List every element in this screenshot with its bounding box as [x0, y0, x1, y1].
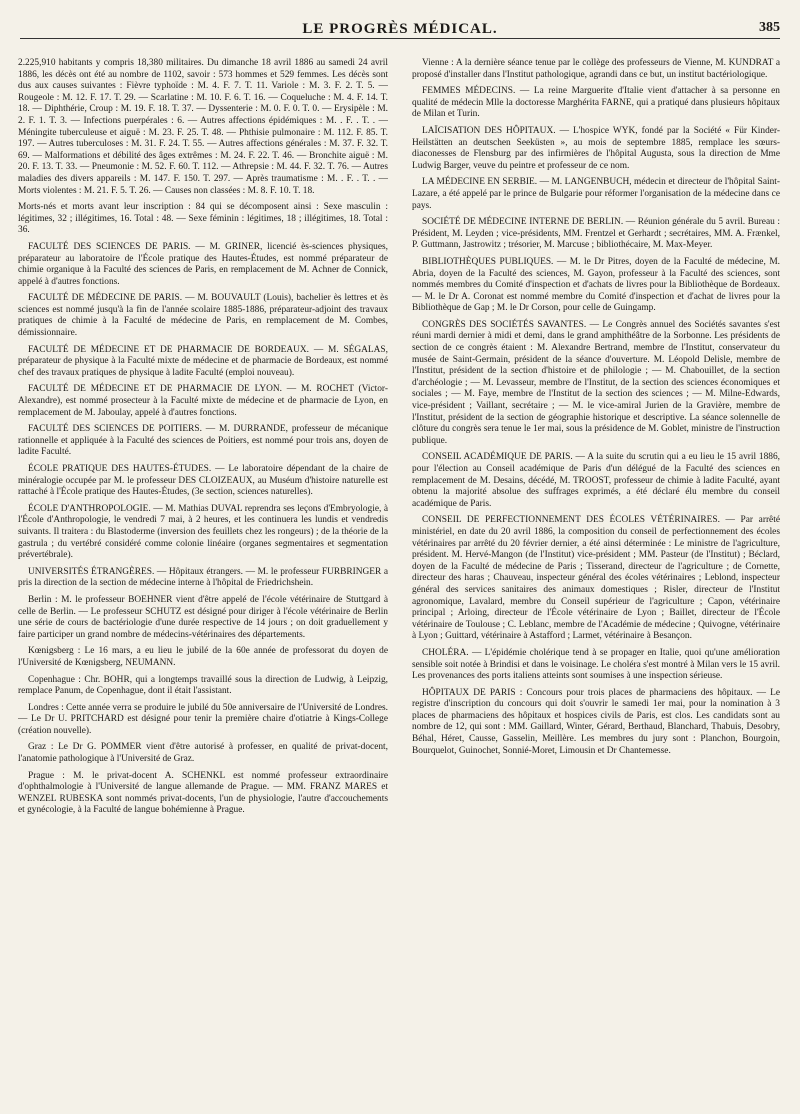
- article-paragraph: Vienne : A la dernière séance tenue par le collège des professeurs de Vienne, M. KUNDRAT a proposé d'installer dans l'Institut pathologique, agrandi dans ce but, un institut bactériologique.: [412, 58, 780, 80]
- article-paragraph: ÉCOLE PRATIQUE DES HAUTES-ÉTUDES. — Le laboratoire dépendant de la chaire de minéralogie occupée par M. le professeur DES CLOIZEAUX, au Muséum d'histoire naturelle est rattaché à l'École pratique des Hautes-Études, (3e section, sciences naturelles).: [18, 464, 388, 498]
- journal-title: LE PROGRÈS MÉDICAL.: [302, 21, 498, 37]
- article-paragraph: BIBLIOTHÈQUES PUBLIQUES. — M. le Dr Pitres, doyen de la Faculté de médecine, M. Abria, doyen de la Faculté des sciences, M. Gayon, professeur à la Faculté des sciences, sont nommés membres du Comité d'inspection et d'achats de livres pour la Bibliothèque de Bordeaux. — M. le Dr A. Coronat est nommé membre du Comité d'inspection et d'achat de livres pour la Bibliothèque de Gap ; M. le Dr Corson, pour celle de Guingamp.: [412, 256, 780, 314]
- article-paragraph: Kœnigsberg : Le 16 mars, a eu lieu le jubilé de la 60e année de professorat du doyen de l'Université de Kœnigsberg, NEUMANN.: [18, 646, 388, 668]
- article-paragraph: Prague : M. le privat-docent A. SCHENKL est nommé professeur extraordinaire d'ophthalmologie à l'Université de langue allemande de Prague. — MM. FRANZ MARES et WENZEL RUBESKA sont nommés privat-docents, l'un de physiologie, l'autre d'accouchements et gynécologie, à la Faculté de langue bohémienne à Prague.: [18, 770, 388, 816]
- article-paragraph: FACULTÉ DE MÉDECINE DE PARIS. — M. BOUVAULT (Louis), bachelier ès lettres et ès sciences est nommé jusqu'à la fin de l'année scolaire 1885-1886, préparateur-adjoint des travaux pratiques de chimie à la Faculté de médecine de Paris, en remplacement de M. Combes, démissionnaire.: [18, 293, 388, 339]
- article-paragraph: Copenhague : Chr. BOHR, qui a longtemps travaillé sous la direction de Ludwig, à Leipzig, remplace Panum, de Copenhague, dont il était l'assistant.: [18, 674, 388, 697]
- right-column: [412, 58, 780, 1100]
- article-paragraph: Graz : Le Dr G. POMMER vient d'être autorisé à professer, en qualité de privat-docent, l'anatomie pathologique à l'Université de Graz.: [18, 742, 388, 765]
- left-column: [18, 58, 388, 1100]
- article-paragraph: HÔPITAUX DE PARIS : Concours pour trois places de pharmaciens des hôpitaux. — Le registre d'inscription du concours qui doit s'ouvrir le samedi 1er mai, pour la nomination à 3 places de pharmaciens des hôpitaux et hospices civils de Paris, est clos. Les candidats sont au nombre de 12, qui sont : MM. Gaillard, Winter, Gérard, Berthaud, Blanchard, Thabuis, Desobry, Béhal, Héret, Causse, Gasselin, Meillère. Les membres du jury sont : Planchon, Bourgoin, Bourquelot, Guinochet, Sonnié-Moret, Limousin et Dr Chantemesse.: [412, 687, 780, 756]
- article-paragraph: Londres : Cette année verra se produire le jubilé du 50e anniversaire de l'Université de Londres. — Le Dr U. PRITCHARD est désigné pour tenir la première chaire d'otiatrie à Kings-College (création nouvelle).: [18, 702, 388, 736]
- article-paragraph: LAÏCISATION DES HÔPITAUX. — L'hospice WYK, fondé par la Société « Für Kinder-Heilstätten an deutschen Seeküsten », au mois de septembre 1885, remplace les sœurs-diaconesses de Flensburg par des infirmières de l'hôpital Augusta, sous la direction de Mme Ludwig Barger, veuve du peintre et professeur de ce nom.: [412, 125, 780, 171]
- article-paragraph: CONSEIL DE PERFECTIONNEMENT DES ÉCOLES VÉTÉRINAIRES. — Par arrêté ministériel, en date du 20 avril 1886, la composition du conseil de perfectionnement des écoles vétérinaires par arrêté du 20 février dernier, a été ainsi déterminée : Le ministre de l'agriculture, président. M. Hervé-Mangon (de l'Institut) vice-président ; MM. Pasteur (de l'Institut) ; Béclard, doyen de la Faculté de médecine de Paris ; Tisserand, directeur de l'agriculture ; de Cornette, directeur des haras ; Chauveau, inspecteur général des écoles vétérinaires ; Leblond, inspecteur général des services sanitaires des animaux domestiques ; Risler, directeur de l'Institut agronomique, Lavalard, membre du Conseil supérieur de l'agriculture ; Capon, vétérinaire principal ; Arloing, directeur de l'École vétérinaire de Lyon ; Baillet, directeur de l'École vétérinaire de Toulouse ; C. Leblanc, membre de l'Académie de médecine ; Quivogne, vétérinaire à Lyon ; Guittard, vétérinaire à Astafford ; Larmet, vétérinaire à Besançon.: [412, 515, 780, 642]
- article-paragraph: CONSEIL ACADÉMIQUE DE PARIS. — A la suite du scrutin qui a eu lieu le 15 avril 1886, pour l'élection au Conseil académique de Paris d'un délégué de la Faculté des sciences en remplacement de M. Desains, décédé, M. TROOST, professeur de chimie à ladite Faculté, ayant obtenu la majorité absolue des suffrages exprimés, a été déclaré élu membre du conseil académique de Paris.: [412, 452, 780, 509]
- article-paragraph: Morts-nés et morts avant leur inscription : 84 qui se décomposent ainsi : Sexe masculin : légitimes, 32 ; illégitimes, 16. Total : 48. — Sexe féminin : légitimes, 18 ; illégitimes, 18. Total : 36.: [18, 202, 388, 236]
- article-paragraph: FEMMES MÉDECINS. — La reine Marguerite d'Italie vient d'attacher à sa personne en qualité de médecin Mlle la doctoresse Marghérita FARNE, qui a pratiqué dans plusieurs hôpitaux de Milan et Turin.: [412, 86, 780, 120]
- article-paragraph: LA MÉDECINE EN SERBIE. — M. LANGENBUCH, médecin et directeur de l'hôpital Saint-Lazare, a été appelé par le prince de Bulgarie pour réformer l'organisation de la médecine dans ce pays.: [412, 177, 780, 211]
- page-number: 385: [759, 20, 780, 35]
- article-paragraph: FACULTÉ DE MÉDECINE ET DE PHARMACIE DE BORDEAUX. — M. SÉGALAS, préparateur de physique à la Faculté mixte de médecine et de pharmacie de Bordeaux, est nommé chef des travaux pratiques de physique à ladite Faculté (emploi nouveau).: [18, 344, 388, 378]
- article-paragraph: FACULTÉ DE MÉDECINE ET DE PHARMACIE DE LYON. — M. ROCHET (Victor-Alexandre), est nommé prosecteur à la Faculté mixte de médecine et de pharmacie de Lyon, en remplacement de M. Jaboulay, appelé à d'autres fonctions.: [18, 384, 388, 418]
- article-paragraph: ÉCOLE D'ANTHROPOLOGIE. — M. Mathias DUVAL reprendra ses leçons d'Embryologie, à l'École d'Anthropologie, le vendredi 7 mai, à 2 heures, et les continuera les lundis et vendredis suivants. Il traitera : du Blastoderme (inversion des feuillets chez les rongeurs) ; de la théorie de la gastrula ; du vertébré considéré comme colonie linéaire (organes segmentaires et segmentation prévertébrale).: [18, 503, 388, 561]
- article-paragraph: CHOLÉRA. — L'épidémie cholérique tend à se propager en Italie, quoi qu'une amélioration sensible soit notée à Brindisi et dans le voisinage. Le choléra s'est montré à Milan vers le 15 avril. Les provenances des ports italiens atteints sont soumises à une inspection sérieuse.: [412, 647, 780, 682]
- article-paragraph: SOCIÉTÉ DE MÉDECINE INTERNE DE BERLIN. — Réunion générale du 5 avril. Bureau : Président, M. Leyden ; vice-présidents, MM. Frentzel et Gerhardt ; secrétaires, MM. A. Frænkel, P. Guttmann, Jastrowitz ; trésorier, M. Marcuse ; bibliothécaire, M. Max-Meyer.: [412, 217, 780, 251]
- article-paragraph: 2.225,910 habitants y compris 18,380 militaires. Du dimanche 18 avril 1886 au samedi 24 avril 1886, les décès ont été au nombre de 1102, savoir : 573 hommes et 529 femmes. Les décès sont dus aux causes suivantes : Fièvre typhoïde : M. 4. F. 7. T. 11. Variole : M. 3. F. 2. T. 5. — Rougeole : M. 12. F. 17. T. 29. — Scarlatine : M. 10. F. 6. T. 16. — Coqueluche : M. 4. F. 14. T. 18. — Diphthérie, Croup : M. 19. F. 18. T. 37. — Dyssenterie : M. 0. F. 0. T. 0. — Erysipèle : M. 2. F. 1. T. 3. — Infections puerpérales : 6. — Autres affections épidémiques : M. . F. . T. . — Méningite tuberculeuse et aiguë : M. 23. F. 25. T. 48. — Phthisie pulmonaire : M. 112. F. 85. T. 197. — Autres tuberculoses : M. 31. F. 24. T. 55. — Autres affections générales : M. 37. F. 32. T. 69. — Malformations et débilité des âges extrêmes : M. 24. F. 22. T. 46. — Bronchite aiguë : M. 20. F. 13. T. 33. — Pneumonie : M. 52. F. 60. T. 112. — Athrepsie : M. 44. F. 32. T. 76. — Autres maladies des divers appareils : M. 147. F. 150. T. 297. — Après traumatisme : M. . F. . T. . — Morts violentes : M. 21. F. 5. T. 26. — Causes non classées : M. 8. F. 10. T. 18.: [18, 58, 388, 196]
- page-header: [20, 16, 780, 39]
- article-paragraph: CONGRÈS DES SOCIÉTÉS SAVANTES. — Le Congrès annuel des Sociétés savantes s'est réuni mardi dernier à midi et demi, dans le grand amphithéâtre de la Sorbonne. Les présidents de section de ce congrès étaient : M. Alexandre Bertrand, membre de l'Institut, conservateur du musée de Saint-Germain, président de la séance d'ouverture. M. Léopold Delisle, membre de l'Institut, président de la section d'histoire et de philologie ; — M. Chabouillet, de la section d'archéologie ; — M. Levasseur, membre de l'Institut, de la section des sciences économiques et sociales ; — M. Faye, membre de l'Institut de la section des sciences ; — M. Milne-Edwards, vice-président ; Vaillant, secrétaire ; — M. le vice-amiral Jurien de la Gravière, membre de l'Institut, président de la section de géographie historique et descriptive. La séance solennelle de clôture du congrès sera tenue le 1er mai, sous la présidence de M. Goblet, ministre de l'instruction publique.: [412, 319, 780, 446]
- article-paragraph: UNIVERSITÉS ÉTRANGÈRES. — Hôpitaux étrangers. — M. le professeur FURBRINGER a pris la direction de la section de médecine interne à l'hôpital de Friedrichshein.: [18, 566, 388, 589]
- article-paragraph: FACULTÉ DES SCIENCES DE PARIS. — M. GRINER, licencié ès-sciences physiques, préparateur au laboratoire de l'École pratique des Hautes-Études, est nommé préparateur de chimie organique à la Faculté des sciences de Paris, en remplacement de M. Achner de Connick, appelé à d'autres fonctions.: [18, 241, 388, 287]
- article-paragraph: FACULTÉ DES SCIENCES DE POITIERS. — M. DURRANDE, professeur de mécanique rationnelle et appliquée à la Faculté des sciences de Poitiers, est nommé pour trois ans, doyen de ladite Faculté.: [18, 424, 388, 458]
- article-paragraph: Berlin : M. le professeur BOEHNER vient d'être appelé de l'école vétérinaire de Stuttgard à celle de Berlin. — Le professeur SCHUTZ est désigné pour diriger à l'école vétérinaire de Berlin une série de cours de bactériologie d'une durée respective de 14 jours ; on doit graduellement y faire participer un grand nombre de médecins-vétérinaires des départements.: [18, 594, 388, 640]
